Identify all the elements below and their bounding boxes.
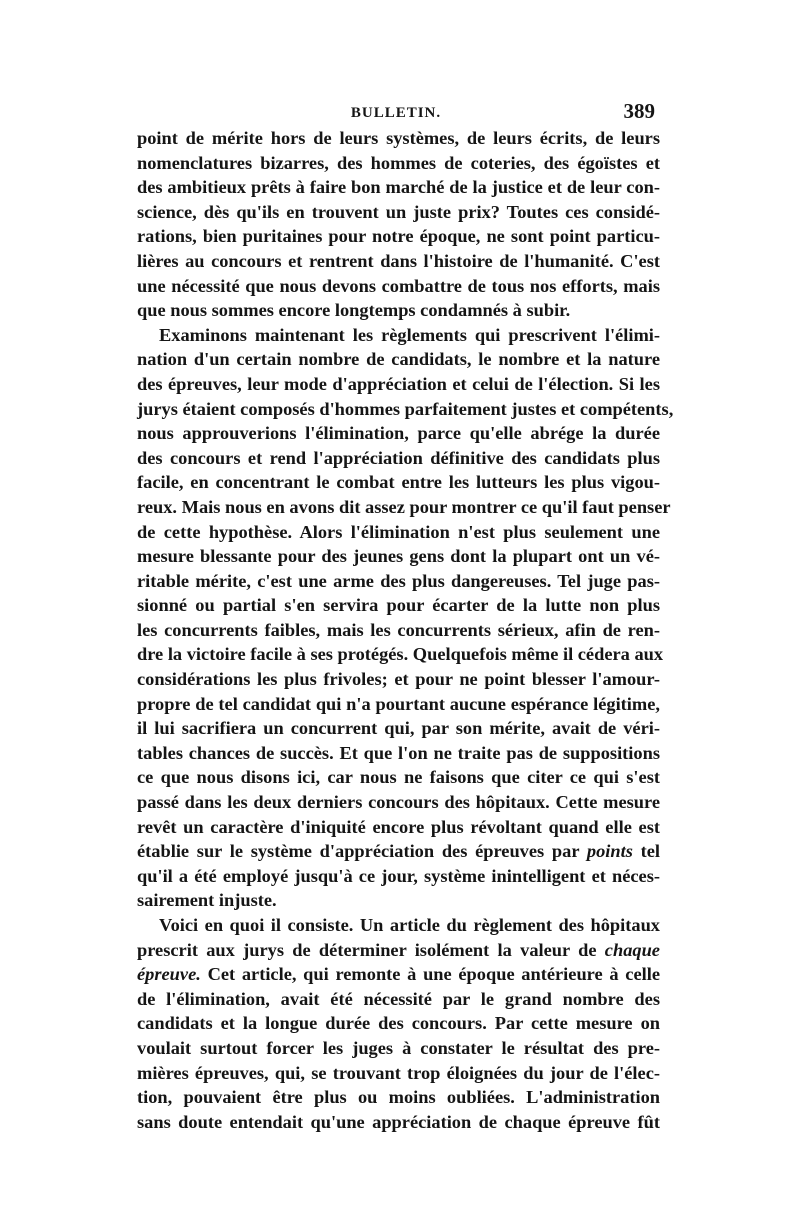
text-line: dre la victoire facile à ses protégés. Quelquefois même il cédera aux <box>137 644 664 665</box>
text-line: sionné ou partial s'en servira pour écarter de la lutte non plus <box>137 595 660 616</box>
italic-term: épreuve. <box>137 964 201 985</box>
text-line: nation d'un certain nombre de candidats, le nombre et la nature <box>137 349 660 370</box>
text-line: ritable mérite, c'est une arme des plus dangereuses. Tel juge pas- <box>137 570 660 591</box>
page-number: 389 <box>623 99 655 123</box>
text-line: facile, en concentrant le combat entre les lutteurs les plus vigou- <box>137 472 660 493</box>
text-line: des ambitieux prêts à faire bon marché de la justice et de leur con- <box>137 177 660 198</box>
text-line: des concours et rend l'appréciation définitive des candidats plus <box>137 447 660 468</box>
body-text <box>137 126 674 1134</box>
text-line: point de mérite hors de leurs systèmes, de leurs écrits, de leurs <box>137 128 660 148</box>
text-line-with-italics <box>137 962 660 987</box>
text-line: nomenclatures bizarres, des hommes de coteries, des égoïstes et <box>137 152 660 173</box>
text-line: passé dans les deux derniers concours des hôpitaux. Cette mesure <box>137 792 660 813</box>
text-line: que nous sommes encore longtemps condamnés à subir. <box>137 300 571 321</box>
text-segment: établie sur le système d'appréciation des épreuves par <box>137 841 580 862</box>
text-line: jurys étaient composés d'hommes parfaitement justes et compétents, <box>137 398 674 419</box>
text-line: sairement injuste. <box>137 890 277 911</box>
text-segment: Cet article, qui remonte à une époque antérieure à celle <box>207 964 660 985</box>
text-line: voulait surtout forcer les juges à constater le résultat des pre- <box>137 1037 660 1058</box>
text-line: mesure blessante pour des jeunes gens dont la plupart ont un vé- <box>137 546 660 567</box>
text-line: il lui sacrifiera un concurrent qui, par son mérite, avait de véri- <box>137 718 660 739</box>
page-header <box>137 99 655 127</box>
text-line: tables chances de succès. Et que l'on ne traite pas de suppositions <box>137 742 660 763</box>
text-line: science, dès qu'ils en trouvent un juste prix? Toutes ces considé- <box>137 201 660 222</box>
text-line: propre de tel candidat qui n'a pourtant aucune espérance légitime, <box>137 693 660 714</box>
text-line: mières épreuves, qui, se trouvant trop éloignées du jour de l'élec- <box>137 1062 660 1083</box>
text-segment: prescrit aux jurys de déterminer isolément la valeur de <box>137 939 597 960</box>
italic-term: points <box>586 841 633 862</box>
running-head: BULLETIN. <box>350 105 442 121</box>
text-line: qu'il a été employé jusqu'à ce jour, système inintelligent et néces- <box>137 865 660 886</box>
text-line-with-italics <box>137 938 660 963</box>
text-line: ce que nous disons ici, car nous ne faisons que citer ce qui s'est <box>137 767 660 788</box>
paragraph-start-line: Examinons maintenant les règlements qui prescrivent l'élimi- <box>159 324 660 345</box>
text-line-with-italics <box>137 839 660 864</box>
text-line: des épreuves, leur mode d'appréciation et celui de l'élection. Si les <box>137 373 660 394</box>
text-line: de l'élimination, avait été nécessité par le grand nombre des <box>137 988 660 1009</box>
text-line: tion, pouvaient être plus ou moins oubliées. L'administration <box>137 1087 660 1108</box>
text-line: sans doute entendait qu'une appréciation de chaque épreuve fût <box>137 1111 660 1132</box>
italic-term: chaque <box>604 939 660 960</box>
text-line: nous approuverions l'élimination, parce qu'elle abrége la durée <box>137 423 660 444</box>
text-line: de cette hypothèse. Alors l'élimination n'est plus seulement une <box>137 521 660 542</box>
paragraph-start-line: Voici en quoi il consiste. Un article du règlement des hôpitaux <box>159 915 660 935</box>
text-line: les concurrents faibles, mais les concurrents sérieux, afin de ren- <box>137 619 660 640</box>
text-line: une nécessité que nous devons combattre de tous nos efforts, mais <box>137 275 660 296</box>
text-line: rations, bien puritaines pour notre époque, ne sont point particu- <box>137 226 660 247</box>
text-line: revêt un caractère d'iniquité encore plus révoltant quand elle est <box>137 816 660 837</box>
text-line: candidats et la longue durée des concours. Par cette mesure on <box>137 1013 660 1034</box>
text-segment: tel <box>640 841 660 862</box>
text-line: considérations les plus frivoles; et pour ne point blesser l'amour- <box>137 669 660 690</box>
text-line: lières au concours et rentrent dans l'histoire de l'humanité. C'est <box>137 250 660 271</box>
text-line: reux. Mais nous en avons dit assez pour montrer ce qu'il faut penser <box>137 496 671 517</box>
